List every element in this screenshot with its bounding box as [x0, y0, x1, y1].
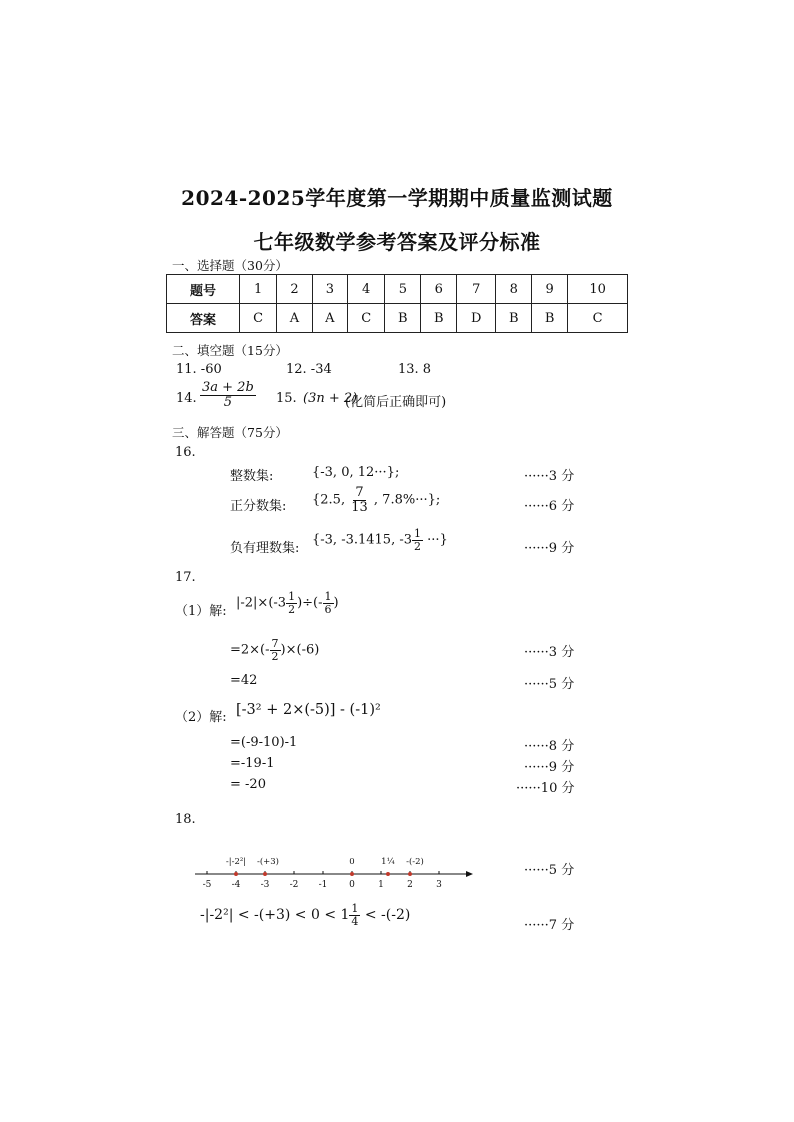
fraction-denominator: 4 — [351, 914, 359, 928]
tick-label: 0 — [349, 880, 355, 890]
table-cell: A — [312, 304, 347, 333]
section-heading-fill: 二、填空题（15分） — [172, 343, 288, 358]
table-cell: 1 — [240, 275, 277, 304]
expr-text: =2×(- — [230, 642, 270, 658]
expr-text: )×(-6) — [280, 642, 320, 658]
fraction-denominator: 2 — [271, 649, 279, 663]
score-17-3: ······8 分 — [524, 739, 575, 754]
table-cell: B — [421, 304, 457, 333]
table-cell: 6 — [421, 275, 457, 304]
positive-fraction-value — [312, 486, 440, 514]
table-cell: B — [532, 304, 568, 333]
table-row-answers — [167, 304, 628, 333]
table-row-numbers — [167, 275, 628, 304]
expr-text: -|-2²| < -(+3) < 0 < 1 — [200, 907, 350, 924]
point-marker — [386, 872, 390, 876]
question-17-label: 17. — [175, 570, 196, 585]
expr-text: )÷(- — [297, 595, 323, 611]
negative-rational-value — [312, 528, 448, 552]
answer-q14-label: 14. — [176, 391, 197, 406]
q17-part2-expr: [-3² + 2×(-5)] - (-1)² — [236, 702, 381, 718]
point-label: -|-2²| — [225, 857, 247, 867]
tick-label: -4 — [231, 880, 241, 890]
negative-rational-label: 负有理数集: — [230, 541, 300, 556]
question-16-label: 16. — [175, 445, 196, 460]
expr-text: < -(-2) — [364, 907, 411, 924]
tick-label: -1 — [318, 880, 328, 890]
fraction-numerator: 1 — [324, 590, 332, 603]
set-text: ···} — [427, 532, 448, 548]
point-label: -(+3) — [256, 857, 280, 867]
table-cell: 4 — [348, 275, 385, 304]
fraction-numerator: 1 — [414, 527, 422, 540]
set-text: {2.5, — [312, 492, 346, 508]
score-16-1: ······3 分 — [524, 469, 575, 484]
set-text: {-3, -3.1415, -3 — [312, 532, 413, 548]
table-cell: D — [457, 304, 496, 333]
point-label: 0 — [349, 857, 355, 867]
q17-part1-step2: =42 — [230, 673, 258, 688]
table-cell: 8 — [496, 275, 532, 304]
answer-q15-note: (化简后正确即可) — [345, 395, 447, 410]
point-marker — [234, 872, 238, 876]
answer-q14 — [200, 381, 256, 409]
fraction-denominator: 13 — [351, 499, 368, 515]
table-cell: 2 — [277, 275, 312, 304]
score-16-3: ······9 分 — [524, 541, 575, 556]
score-17-4: ······9 分 — [524, 760, 575, 775]
arrow-head-icon — [466, 871, 473, 877]
score-17-5: ······10 分 — [516, 781, 575, 796]
question-18-label: 18. — [175, 812, 196, 827]
expr-text: |-2|×(-3 — [236, 595, 287, 611]
point-marker — [408, 872, 412, 876]
score-18-2: ······7 分 — [524, 918, 575, 933]
answer-q13: 13. 8 — [398, 362, 432, 377]
table-cell: 9 — [532, 275, 568, 304]
number-line — [190, 846, 480, 894]
q17-part1-expr — [236, 591, 339, 615]
q17-part2-step3: = -20 — [230, 777, 266, 792]
table-cell: 10 — [568, 275, 628, 304]
tick-label: -5 — [202, 880, 212, 890]
table-cell: 7 — [457, 275, 496, 304]
tick-label: 3 — [436, 880, 442, 890]
fraction-numerator: 3a + 2b — [202, 380, 254, 395]
fraction-numerator: 1 — [288, 590, 296, 603]
fraction-numerator: 7 — [355, 485, 364, 500]
q17-part1-label: （1）解: — [175, 604, 227, 619]
tick-label: -3 — [260, 880, 270, 890]
positive-fraction-label: 正分数集: — [230, 499, 287, 514]
score-18-1: ······5 分 — [524, 863, 575, 878]
answer-q15-label: 15. — [276, 391, 297, 406]
page-subtitle: 七年级数学参考答案及评分标准 — [253, 230, 541, 254]
table-cell: C — [348, 304, 385, 333]
integers-label: 整数集: — [230, 469, 274, 484]
tick-label: 2 — [407, 880, 413, 890]
expr-text: ) — [333, 595, 339, 611]
fraction-numerator: 7 — [271, 637, 279, 650]
page-title: 2024-2025学年度第一学期期中质量监测试题 — [181, 186, 613, 210]
point-marker — [350, 872, 354, 876]
answer-table — [166, 274, 628, 333]
tick-label: -2 — [289, 880, 299, 890]
table-cell: 5 — [385, 275, 421, 304]
table-cell: 3 — [312, 275, 347, 304]
table-cell: C — [568, 304, 628, 333]
answer-q12: 12. -34 — [286, 362, 332, 377]
q17-part2-step2: =-19-1 — [230, 756, 275, 771]
q17-part2-step1: =(-9-10)-1 — [230, 735, 298, 750]
fraction-denominator: 6 — [324, 602, 332, 616]
section-heading-solve: 三、解答题（75分） — [172, 425, 288, 440]
answer-q15-expr: (3n + 2) — [303, 391, 358, 406]
set-text: , 7.8%···}; — [373, 492, 441, 508]
tick-label: 1 — [378, 880, 384, 890]
table-cell: B — [496, 304, 532, 333]
table-cell: C — [240, 304, 277, 333]
score-17-2: ······5 分 — [524, 677, 575, 692]
q17-part2-label: （2）解: — [175, 710, 227, 725]
point-label: -(-2) — [406, 857, 424, 867]
q17-part1-step1 — [230, 638, 319, 662]
table-cell: A — [277, 304, 312, 333]
section-heading-choice: 一、选择题（30分） — [172, 258, 288, 273]
fraction-denominator: 2 — [414, 539, 422, 553]
row-header-question: 题号 — [167, 275, 240, 304]
point-marker — [263, 872, 267, 876]
point-label: 1¼ — [381, 857, 395, 867]
table-cell: B — [385, 304, 421, 333]
fraction-numerator: 1 — [351, 902, 359, 915]
score-16-2: ······6 分 — [524, 499, 575, 514]
integers-value: {-3, 0, 12···}; — [312, 465, 400, 480]
score-17-1: ······3 分 — [524, 645, 575, 660]
fraction-denominator: 2 — [288, 602, 296, 616]
comparison-expression — [200, 903, 410, 927]
fraction-denominator: 5 — [223, 394, 233, 410]
answer-q11: 11. -60 — [176, 362, 222, 377]
row-header-answer: 答案 — [167, 304, 240, 333]
